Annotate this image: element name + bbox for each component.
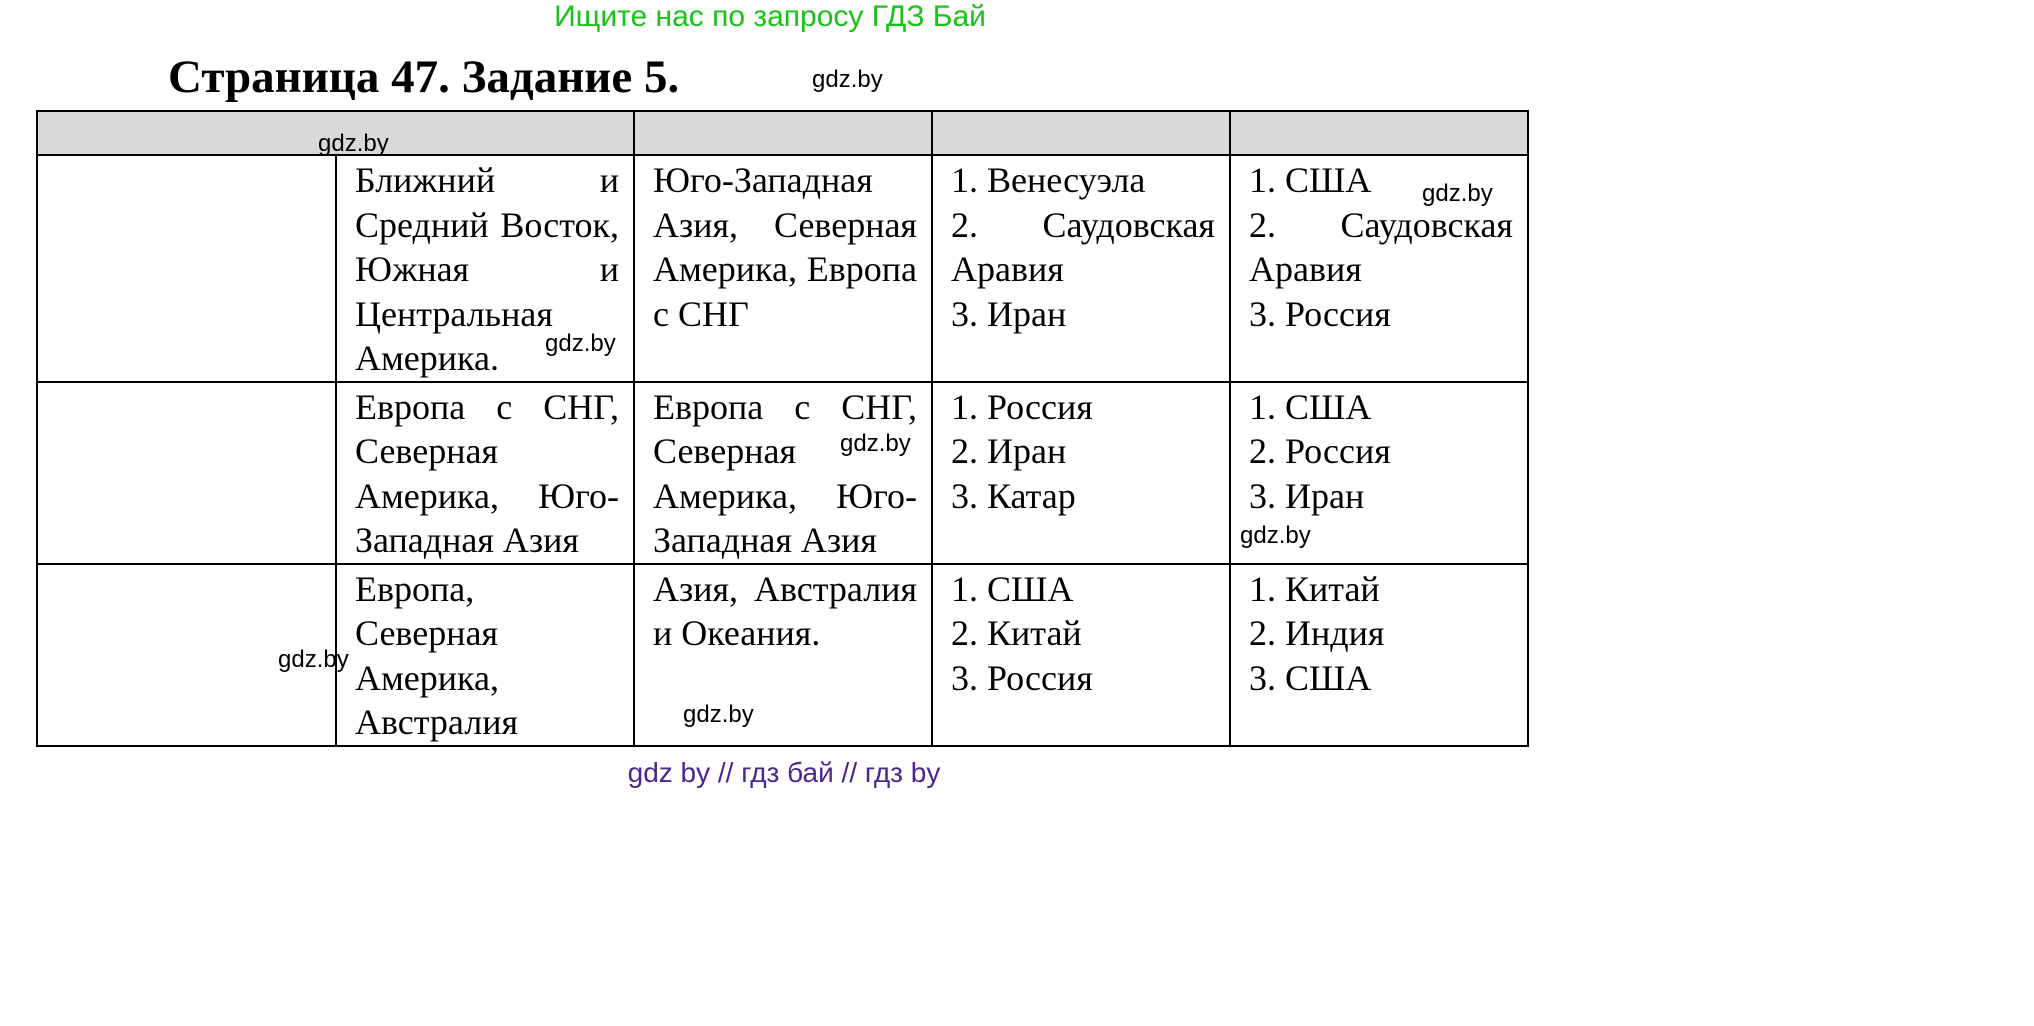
countries-cell xyxy=(1230,564,1528,746)
header-cell xyxy=(932,111,1230,155)
countries-text: 1. США 2. Китай 3. Россия xyxy=(951,568,1093,698)
watermark: gdz.by xyxy=(683,701,754,728)
regions-text: Европа с СНГ, Северная Америка, Юго-Западная Азия xyxy=(653,386,917,560)
table-header-row xyxy=(37,111,1528,155)
watermark: gdz.by xyxy=(812,66,883,93)
watermark: gdz.by xyxy=(1422,180,1493,207)
regions-cell xyxy=(634,155,932,382)
answer-table xyxy=(36,110,1529,747)
countries-text: 1. США 2. Россия 3. Иран xyxy=(1249,386,1391,516)
search-banner: Ищите нас по запросу ГДЗ Бай xyxy=(554,0,986,33)
regions-cell xyxy=(634,382,932,564)
regions-text: Ближний и Средний Восток, Южная и Центральная Америка. xyxy=(355,160,619,378)
watermark: gdz.by xyxy=(318,130,389,157)
table-row xyxy=(37,155,1528,382)
watermark: gdz.by xyxy=(278,646,349,673)
countries-text: 1. Россия 2. Иран 3. Катар xyxy=(951,386,1093,516)
footer-watermark: gdz by // гдз бай // гдз by xyxy=(627,757,941,788)
regions-text: Европа, Северная Америка, Австралия xyxy=(355,568,519,742)
header-cell xyxy=(634,111,932,155)
row-label-cell xyxy=(37,155,336,382)
countries-text: 1. Китай 2. Индия 3. США xyxy=(1249,568,1385,698)
countries-cell xyxy=(932,564,1230,746)
regions-cell xyxy=(336,382,634,564)
watermark: gdz.by xyxy=(1240,522,1311,549)
countries-text: 1. США 2. Саудовская Аравия 3. Россия xyxy=(1249,160,1513,334)
countries-cell xyxy=(932,382,1230,564)
countries-text: 1. Венесуэла 2. Саудовская Аравия 3. Иран xyxy=(951,160,1215,334)
watermark: gdz.by xyxy=(840,430,911,457)
row-label-cell xyxy=(37,382,336,564)
header-cell xyxy=(1230,111,1528,155)
regions-text: Азия, Австралия и Океания. xyxy=(653,568,917,653)
regions-text: Европа с СНГ, Северная Америка, Юго-Западная Азия xyxy=(355,386,619,560)
watermark: gdz.by xyxy=(545,330,616,357)
countries-cell xyxy=(932,155,1230,382)
page-title: Страница 47. Задание 5. xyxy=(168,51,680,103)
regions-cell xyxy=(634,564,932,746)
table-row xyxy=(37,564,1528,746)
regions-text: Юго-Западная Азия, Северная Америка, Европа с СНГ xyxy=(653,160,917,334)
regions-cell xyxy=(336,564,634,746)
